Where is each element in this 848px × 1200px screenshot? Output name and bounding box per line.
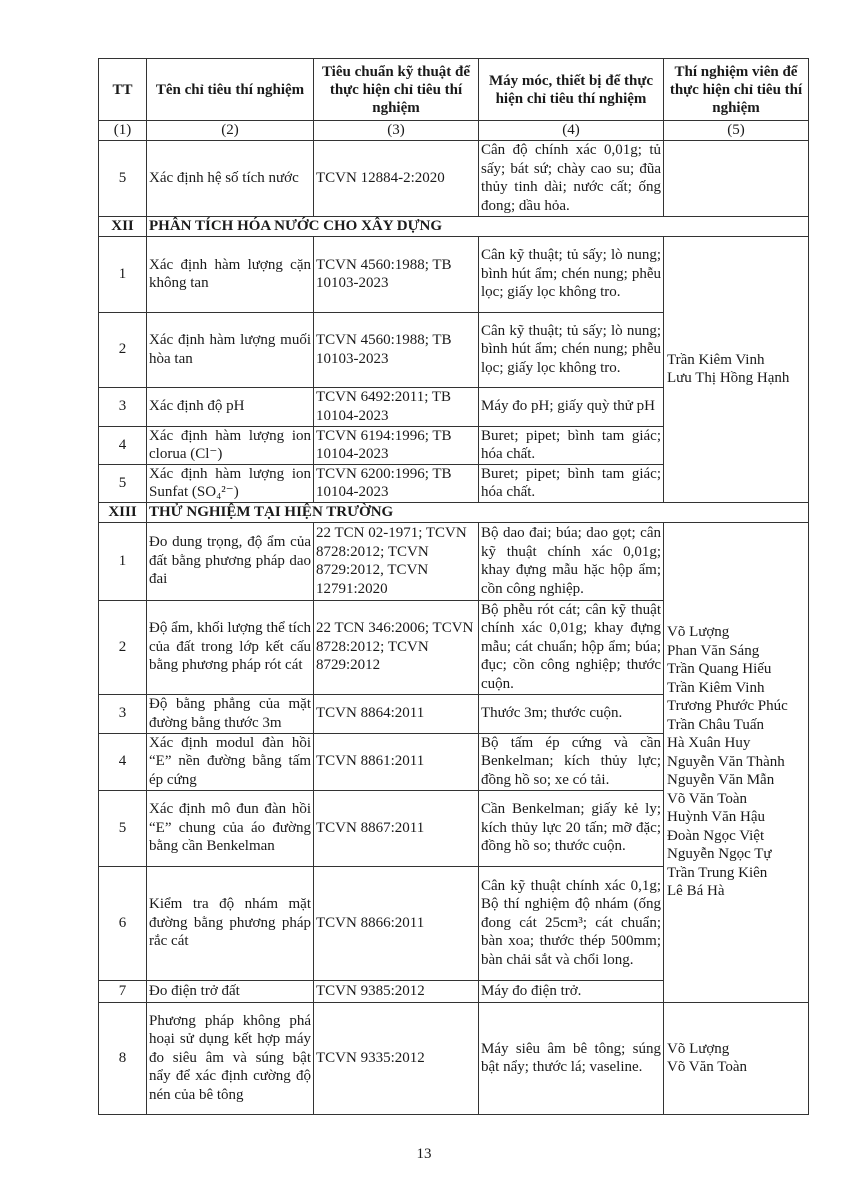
- table-row: [99, 1002, 809, 1114]
- staff-name: Võ Văn Toàn: [667, 1059, 748, 1075]
- section-title: THỬ NGHIỆM TẠI HIỆN TRƯỜNG: [147, 502, 809, 522]
- staff-list: [664, 1002, 809, 1114]
- equipment: Máy đo điện trở.: [479, 980, 664, 1002]
- table-row: [99, 236, 809, 312]
- table-row: [99, 522, 809, 600]
- equipment: Cân kỹ thuật chính xác 0,1g; Bộ thí nghiệm độ nhám (ống đong cát 25cm³; cát chuẩn; bàn xoa; thước thép 500mm; bàn chải sắt và chổi long.: [479, 866, 664, 980]
- staff-name: Hà Xuân Huy: [667, 735, 751, 752]
- standard: TCVN 6194:1996; TB 10104-2023: [314, 426, 479, 464]
- header-test-name: Tên chỉ tiêu thí nghiệm: [147, 59, 314, 121]
- section-code: XIII: [99, 502, 147, 522]
- test-name: Xác định hàm lượng ion clorua (Cl⁻): [147, 426, 314, 464]
- equipment: Bộ tấm ép cứng và cần Benkelman; kích thủy lực; đồng hồ so; xe có tải.: [479, 733, 664, 790]
- staff-list: [664, 236, 809, 502]
- equipment: Buret; pipet; bình tam giác; hóa chất.: [479, 464, 664, 502]
- staff-name: Nguyễn Ngọc Tự: [667, 846, 772, 863]
- column-number-row: [99, 121, 809, 141]
- header-standard: Tiêu chuẩn kỹ thuật để thực hiện chỉ tiêu thí nghiệm: [314, 59, 479, 121]
- standard: TCVN 8861:2011: [314, 733, 479, 790]
- test-name: Xác định độ pH: [147, 387, 314, 426]
- col-number: (2): [147, 121, 314, 141]
- row-number: 6: [99, 866, 147, 980]
- equipment: Thước 3m; thước cuộn.: [479, 694, 664, 733]
- test-name: Phương pháp không phá hoại sử dụng kết hợp máy đo siêu âm và súng bật nẩy để xác định cường độ nén của bê tông: [147, 1002, 314, 1114]
- staff-list: [664, 140, 809, 216]
- staff-name: Võ Văn Toàn: [667, 790, 748, 807]
- header-row: [99, 59, 809, 121]
- standard: TCVN 9385:2012: [314, 980, 479, 1002]
- standard: 22 TCN 02-1971; TCVN 8728:2012; TCVN 8729:2012, TCVN 12791:2020: [314, 522, 479, 600]
- row-number: 5: [99, 464, 147, 502]
- test-capability-table: [98, 58, 809, 1115]
- section-row: [99, 502, 809, 522]
- staff-name: Trần Quang Hiếu: [667, 661, 772, 678]
- equipment: Máy đo pH; giấy quỳ thử pH: [479, 387, 664, 426]
- standard: TCVN 8864:2011: [314, 694, 479, 733]
- staff-name: Huỳnh Văn Hậu: [667, 809, 766, 826]
- test-name: Đo điện trở đất: [147, 980, 314, 1002]
- row-number: 4: [99, 426, 147, 464]
- col-number: (3): [314, 121, 479, 141]
- staff-name: Trương Phước Phúc: [667, 698, 788, 715]
- row-number: 3: [99, 387, 147, 426]
- row-number: 7: [99, 980, 147, 1002]
- test-name: Đo dung trọng, độ ẩm của đất bằng phương pháp dao đai: [147, 522, 314, 600]
- standard: 22 TCN 346:2006; TCVN 8728:2012; TCVN 8729:2012: [314, 600, 479, 694]
- row-number: 5: [99, 140, 147, 216]
- staff-name: Võ Lượng: [667, 1040, 730, 1057]
- staff-name: Lưu Thị Hồng Hạnh: [667, 370, 790, 386]
- equipment: Máy siêu âm bê tông; súng bật nẩy; thước lá; vaseline.: [479, 1002, 664, 1114]
- row-number: 5: [99, 790, 147, 866]
- standard: TCVN 6200:1996; TB 10104-2023: [314, 464, 479, 502]
- header-tt: TT: [99, 59, 147, 121]
- staff-name: Đoàn Ngọc Việt: [667, 827, 765, 844]
- standard: TCVN 8866:2011: [314, 866, 479, 980]
- test-name: Xác định mô đun đàn hồi “E” chung của áo đường bằng cần Benkelman: [147, 790, 314, 866]
- section-title: PHÂN TÍCH HÓA NƯỚC CHO XÂY DỰNG: [147, 216, 809, 236]
- col-number: (5): [664, 121, 809, 141]
- staff-name: Lê Bá Hà: [667, 883, 725, 900]
- col-number: (4): [479, 121, 664, 141]
- staff-name: Phan Văn Sáng: [667, 642, 760, 659]
- equipment: Cân kỹ thuật; tủ sấy; lò nung; bình hút ẩm; chén nung; phễu lọc; giấy lọc không tro.: [479, 312, 664, 387]
- table-row: [99, 140, 809, 216]
- row-number: 4: [99, 733, 147, 790]
- standard: TCVN 4560:1988; TB 10103-2023: [314, 312, 479, 387]
- staff-name: Trần Kiêm Vinh: [667, 351, 765, 368]
- standard: TCVN 6492:2011; TB 10104-2023: [314, 387, 479, 426]
- test-name: Độ ẩm, khối lượng thể tích của đất trong lớp kết cấu bằng phương pháp rót cát: [147, 600, 314, 694]
- header-staff: Thí nghiệm viên để thực hiện chỉ tiêu thí nghiệm: [664, 59, 809, 121]
- standard: TCVN 9335:2012: [314, 1002, 479, 1114]
- staff-list: [664, 522, 809, 1002]
- staff-name: Trần Châu Tuấn: [667, 716, 764, 733]
- test-name: Xác định hàm lượng ion Sunfat (SO₄²⁻): [147, 464, 314, 502]
- equipment: Cần Benkelman; giấy kẻ ly; kích thủy lực 20 tấn; mỡ đặc; đồng hồ so; thước cuộn.: [479, 790, 664, 866]
- page-number: 13: [416, 1146, 432, 1162]
- section-code: XII: [99, 216, 147, 236]
- row-number: 3: [99, 694, 147, 733]
- standard: TCVN 4560:1988; TB 10103-2023: [314, 236, 479, 312]
- section-row: [99, 216, 809, 236]
- equipment: Cân độ chính xác 0,01g; tủ sấy; bát sứ; chày cao su; đũa thủy tinh dài; nước cất; ống đong; dầu hỏa.: [479, 140, 664, 216]
- staff-name: Nguyễn Văn Thành: [667, 753, 785, 770]
- row-number: 1: [99, 236, 147, 312]
- col-number: (1): [99, 121, 147, 141]
- staff-name: Trần Trung Kiên: [667, 864, 768, 881]
- equipment: Cân kỹ thuật; tủ sấy; lò nung; bình hút ẩm; chén nung; phễu lọc; giấy lọc không tro.: [479, 236, 664, 312]
- test-name: Xác định modul đàn hồi “E” nền đường bằng tấm ép cứng: [147, 733, 314, 790]
- equipment: Bộ phễu rót cát; cân kỹ thuật chính xác 0,01g; khay đựng mẫu; cát chuẩn; hộp ẩm; búa; đục; cồn công nghiệp; thước cuộn.: [479, 600, 664, 694]
- row-number: 2: [99, 312, 147, 387]
- equipment: Buret; pipet; bình tam giác; hóa chất.: [479, 426, 664, 464]
- staff-name: Nguyễn Văn Mẫn: [667, 772, 775, 789]
- row-number: 8: [99, 1002, 147, 1114]
- equipment: Bộ dao đai; búa; dao gọt; cân kỹ thuật chính xác 0,01g; khay đựng mẫu hặc hộp ẩm; cồn công nghiệp.: [479, 522, 664, 600]
- staff-name: Trần Kiêm Vinh: [667, 679, 765, 696]
- standard: TCVN 12884-2:2020: [314, 140, 479, 216]
- staff-name: Võ Lượng: [667, 624, 730, 641]
- standard: TCVN 8867:2011: [314, 790, 479, 866]
- row-number: 2: [99, 600, 147, 694]
- header-equipment: Máy móc, thiết bị để thực hiện chỉ tiêu thí nghiệm: [479, 59, 664, 121]
- test-name: Kiểm tra độ nhám mặt đường bằng phương pháp rắc cát: [147, 866, 314, 980]
- test-name: Xác định hệ số tích nước: [147, 140, 314, 216]
- row-number: 1: [99, 522, 147, 600]
- test-name: Xác định hàm lượng muối hòa tan: [147, 312, 314, 387]
- test-name: Độ bằng phẳng của mặt đường bằng thước 3m: [147, 694, 314, 733]
- test-name: Xác định hàm lượng cặn không tan: [147, 236, 314, 312]
